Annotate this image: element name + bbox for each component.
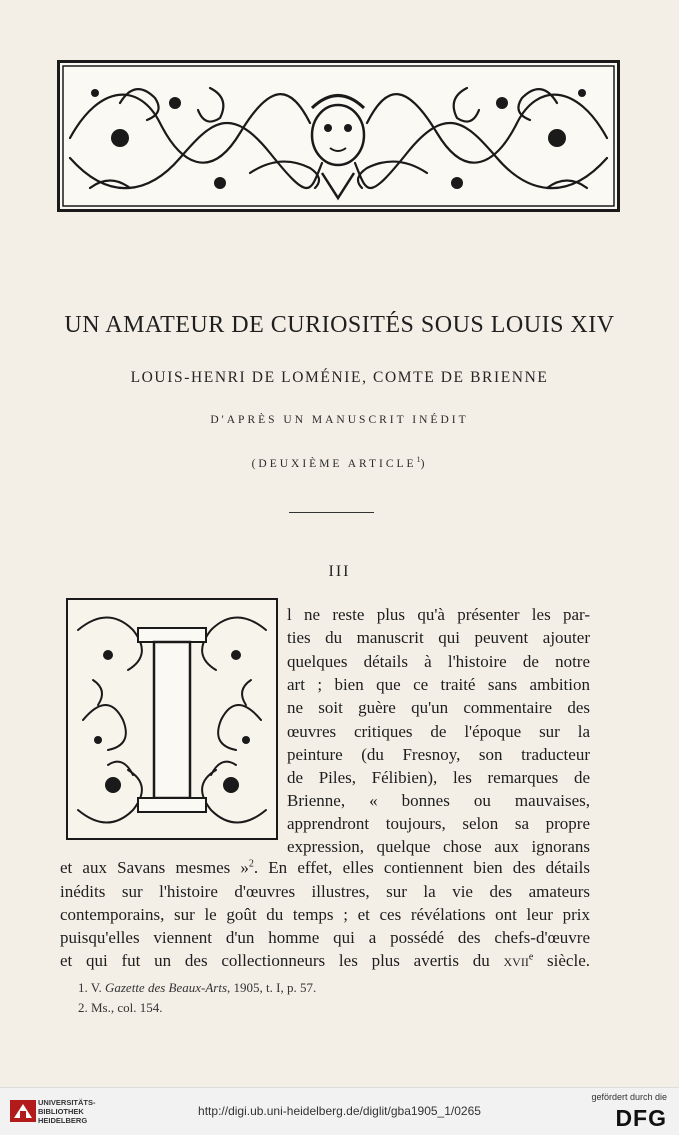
century-numeral: xvii (503, 951, 529, 970)
body-line-15: puisqu'elles viennent d'un homme qui a possédé des chefs-d'œuvre (60, 928, 590, 947)
body-line-1: l ne reste plus qu'à présenter les par- (287, 605, 590, 624)
body-line-13: inédits sur l'histoire d'œuvres illustres, sur la vie des amateurs (60, 882, 590, 901)
mask-face-icon (312, 96, 364, 199)
body-line-2: ties du manuscrit qui peuvent ajouter (287, 628, 590, 647)
article-subtitle: LOUIS-HENRI DE LOMÉNIE, COMTE DE BRIENNE (130, 369, 549, 386)
footnote-ref-1: 1 (416, 455, 421, 464)
body-line-9: Brienne, « bonnes ou mauvaises, (287, 791, 590, 810)
footnote-1-rest: , 1905, t. I, p. 57. (227, 980, 317, 995)
viewer-footer (0, 1087, 679, 1135)
footnote-1 (78, 980, 316, 996)
body-line-3: quelques détails à l'histoire de notre (287, 652, 590, 671)
library-name-line-2: BIBLIOTHEK (38, 1107, 84, 1116)
dfg-logo[interactable]: DFG (615, 1105, 667, 1131)
body-line-7: peinture (du Fresnoy, son traducteur (287, 745, 590, 764)
footnote-2: 2. Ms., col. 154. (78, 1000, 163, 1015)
letter-i-glyph (138, 628, 206, 812)
body-line-12 (60, 858, 590, 878)
article-title: UN AMATEUR DE CURIOSITÉS SOUS LOUIS XIV (64, 312, 615, 338)
article-number (0, 455, 679, 470)
body-line-16-part-a: et qui fut un des collectionneurs les plus avertis du (60, 951, 504, 970)
body-line-6: œuvres critiques de l'époque sur la (287, 722, 590, 741)
permalink-url[interactable]: http://digi.ub.uni-heidelberg.de/diglit/gba1905_1/0265 (198, 1104, 481, 1118)
article-number-text: (DEUXIÈME ARTICLE (251, 457, 417, 470)
library-name-line-1: UNIVERSITÄTS- (38, 1098, 96, 1107)
body-line-12-part-b: . En effet, elles contiennent bien des détails (253, 858, 590, 877)
decorated-initial-letter (66, 598, 278, 840)
funding-label: gefördert durch die (591, 1092, 667, 1102)
body-line-16-part-b: siècle. (533, 951, 590, 970)
source-line: D'APRÈS UN MANUSCRIT INÉDIT (210, 414, 469, 426)
body-line-12-part-a: et aux Savans mesmes » (60, 858, 249, 877)
body-line-4: art ; bien que ce traité sans ambition (287, 675, 590, 694)
headpiece-ornament-graphic (60, 63, 617, 209)
divider-rule (289, 512, 374, 513)
footnote-1-prefix: 1. V. (78, 980, 105, 995)
footnote-1-journal-title: Gazette des Beaux-Arts (104, 980, 228, 995)
article-number-close: ) (420, 457, 428, 470)
century-suffix: e (528, 951, 534, 963)
initial-ornament-graphic (68, 600, 276, 838)
ornamental-headpiece (57, 60, 620, 212)
body-line-8: de Piles, Félibien), les remarques de (287, 768, 590, 787)
body-line-16 (60, 951, 590, 971)
body-line-10: apprendront toujours, selon sa propre (287, 814, 590, 833)
library-name-line-3: HEIDELBERG (38, 1116, 88, 1125)
body-line-11: expression, quelque chose aux ignorans (287, 837, 590, 856)
body-line-14: contemporains, sur le goût du temps ; et ces révélations ont leur prix (60, 905, 590, 924)
section-number: III (328, 563, 351, 580)
footnote-ref-2: 2 (248, 858, 254, 870)
body-line-5: ne soit guère qu'un commentaire des (287, 698, 590, 717)
